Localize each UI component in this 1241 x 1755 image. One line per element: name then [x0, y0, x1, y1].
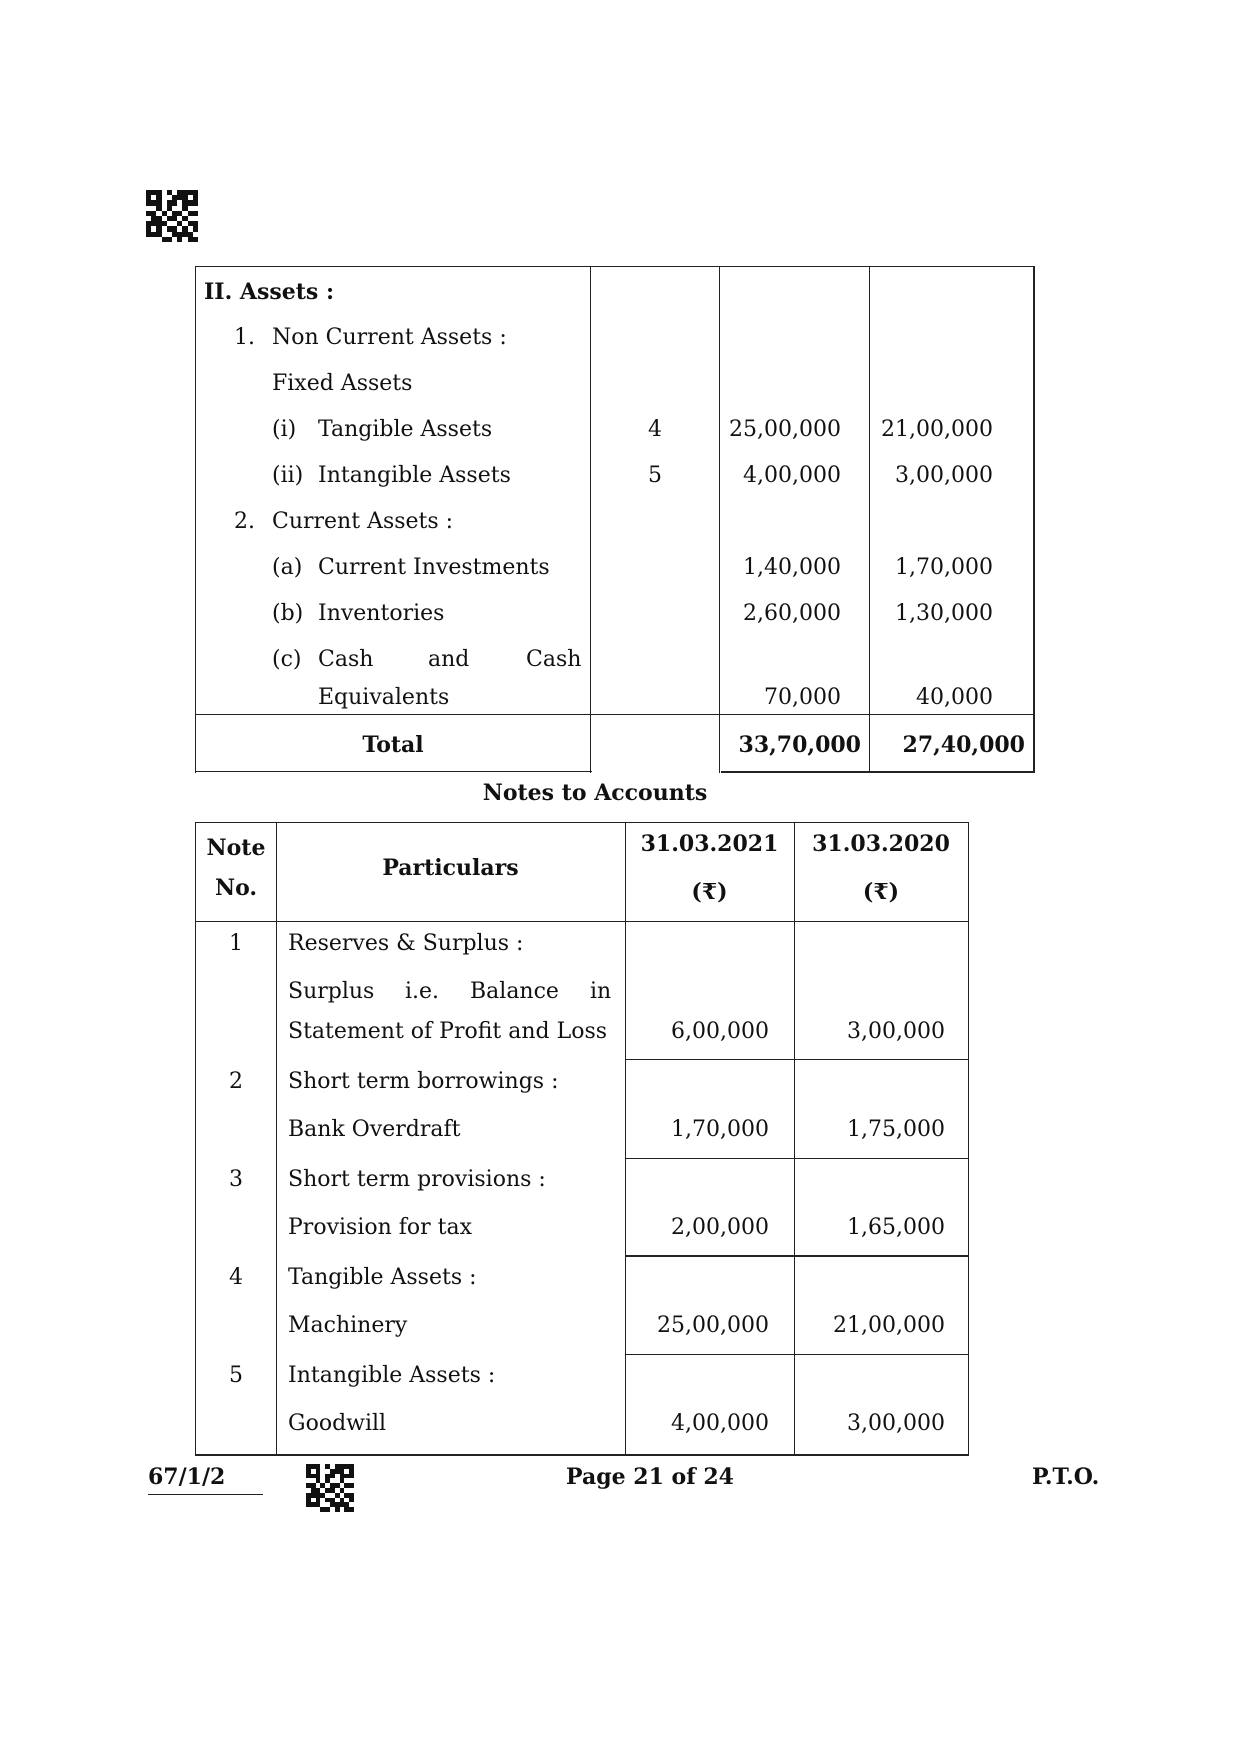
row-cy: 4,00,000	[743, 463, 841, 488]
note-py: 3,00,000	[847, 1411, 945, 1436]
row-num: (c)	[272, 647, 302, 672]
note-py: 3,00,000	[847, 1019, 945, 1044]
current-label: Current Assets :	[272, 509, 454, 534]
row-label: Intangible Assets	[318, 463, 511, 488]
note-item: Statement of Profit and Loss	[288, 1019, 608, 1044]
row-cy: 25,00,000	[729, 417, 841, 442]
row-label: Current Investments	[318, 555, 550, 580]
note-number: 2	[229, 1069, 243, 1094]
note-py: 1,65,000	[847, 1215, 945, 1240]
note-number: 1	[229, 931, 243, 956]
note-number: 3	[229, 1167, 243, 1192]
cash-label-line2: Equivalents	[318, 685, 450, 710]
note-heading: Short term borrowings :	[288, 1069, 559, 1094]
note-word: in	[590, 979, 612, 1004]
row-note: 4	[648, 417, 662, 442]
non-current-num: 1.	[234, 325, 255, 350]
note-heading: Tangible Assets :	[288, 1265, 477, 1290]
note-heading: Intangible Assets :	[288, 1363, 496, 1388]
note-heading: Reserves & Surplus :	[288, 931, 524, 956]
row-note: 5	[648, 463, 662, 488]
header-cy: 31.03.2021	[640, 831, 779, 857]
assets-heading: II. Assets :	[204, 279, 335, 305]
cash-word: and	[428, 647, 470, 672]
current-num: 2.	[234, 509, 255, 534]
row-num: (ii)	[272, 463, 304, 488]
note-item: Goodwill	[288, 1411, 387, 1436]
note-number: 5	[229, 1363, 243, 1388]
note-cy: 25,00,000	[657, 1313, 769, 1338]
row-label: Tangible Assets	[318, 417, 493, 442]
paper-code: 67/1/2	[148, 1464, 226, 1490]
pto-label: P.T.O.	[1032, 1464, 1100, 1490]
note-word: Balance	[470, 979, 559, 1004]
note-cy: 1,70,000	[671, 1117, 769, 1142]
total-cy: 33,70,000	[738, 732, 861, 758]
row-cy: 2,60,000	[743, 601, 841, 626]
note-py: 1,75,000	[847, 1117, 945, 1142]
note-py: 21,00,000	[833, 1313, 945, 1338]
notes-title: Notes to Accounts	[482, 780, 708, 806]
note-item: Bank Overdraft	[288, 1117, 461, 1142]
cash-word: Cash	[526, 647, 582, 672]
cash-word: Cash	[318, 647, 374, 672]
non-current-label: Non Current Assets :	[272, 325, 507, 350]
note-cy: 4,00,000	[671, 1411, 769, 1436]
total-label: Total	[362, 732, 424, 758]
paper-code-underline	[148, 1494, 263, 1495]
header-note: Note	[206, 835, 266, 861]
note-item: Provision for tax	[288, 1215, 473, 1240]
row-num: (b)	[272, 601, 304, 626]
row-py: 1,30,000	[895, 601, 993, 626]
notes-table	[195, 822, 969, 1456]
assets-table	[195, 266, 1035, 773]
total-py: 27,40,000	[902, 732, 1025, 758]
row-py: 21,00,000	[881, 417, 993, 442]
row-cy: 1,40,000	[743, 555, 841, 580]
header-cy-currency: (₹)	[691, 879, 728, 905]
cash-cy: 70,000	[764, 685, 841, 710]
header-py-currency: (₹)	[862, 879, 900, 905]
row-py: 1,70,000	[895, 555, 993, 580]
row-num: (i)	[272, 417, 297, 442]
note-cy: 2,00,000	[671, 1215, 769, 1240]
note-item: Machinery	[288, 1313, 408, 1338]
note-word: Surplus	[288, 979, 375, 1004]
page-number: Page 21 of 24	[566, 1464, 734, 1490]
note-heading: Short term provisions :	[288, 1167, 546, 1192]
qr-code-icon	[306, 1464, 354, 1512]
header-particulars: Particulars	[382, 855, 519, 881]
qr-code-icon	[146, 190, 198, 242]
note-cy: 6,00,000	[671, 1019, 769, 1044]
note-number: 4	[229, 1265, 243, 1290]
header-py: 31.03.2020	[812, 831, 950, 857]
fixed-assets-label: Fixed Assets	[272, 371, 413, 396]
row-num: (a)	[272, 555, 303, 580]
row-py: 3,00,000	[895, 463, 993, 488]
row-label: Inventories	[318, 601, 445, 626]
header-no: No.	[214, 875, 258, 901]
cash-py: 40,000	[916, 685, 993, 710]
note-word: i.e.	[405, 979, 440, 1004]
